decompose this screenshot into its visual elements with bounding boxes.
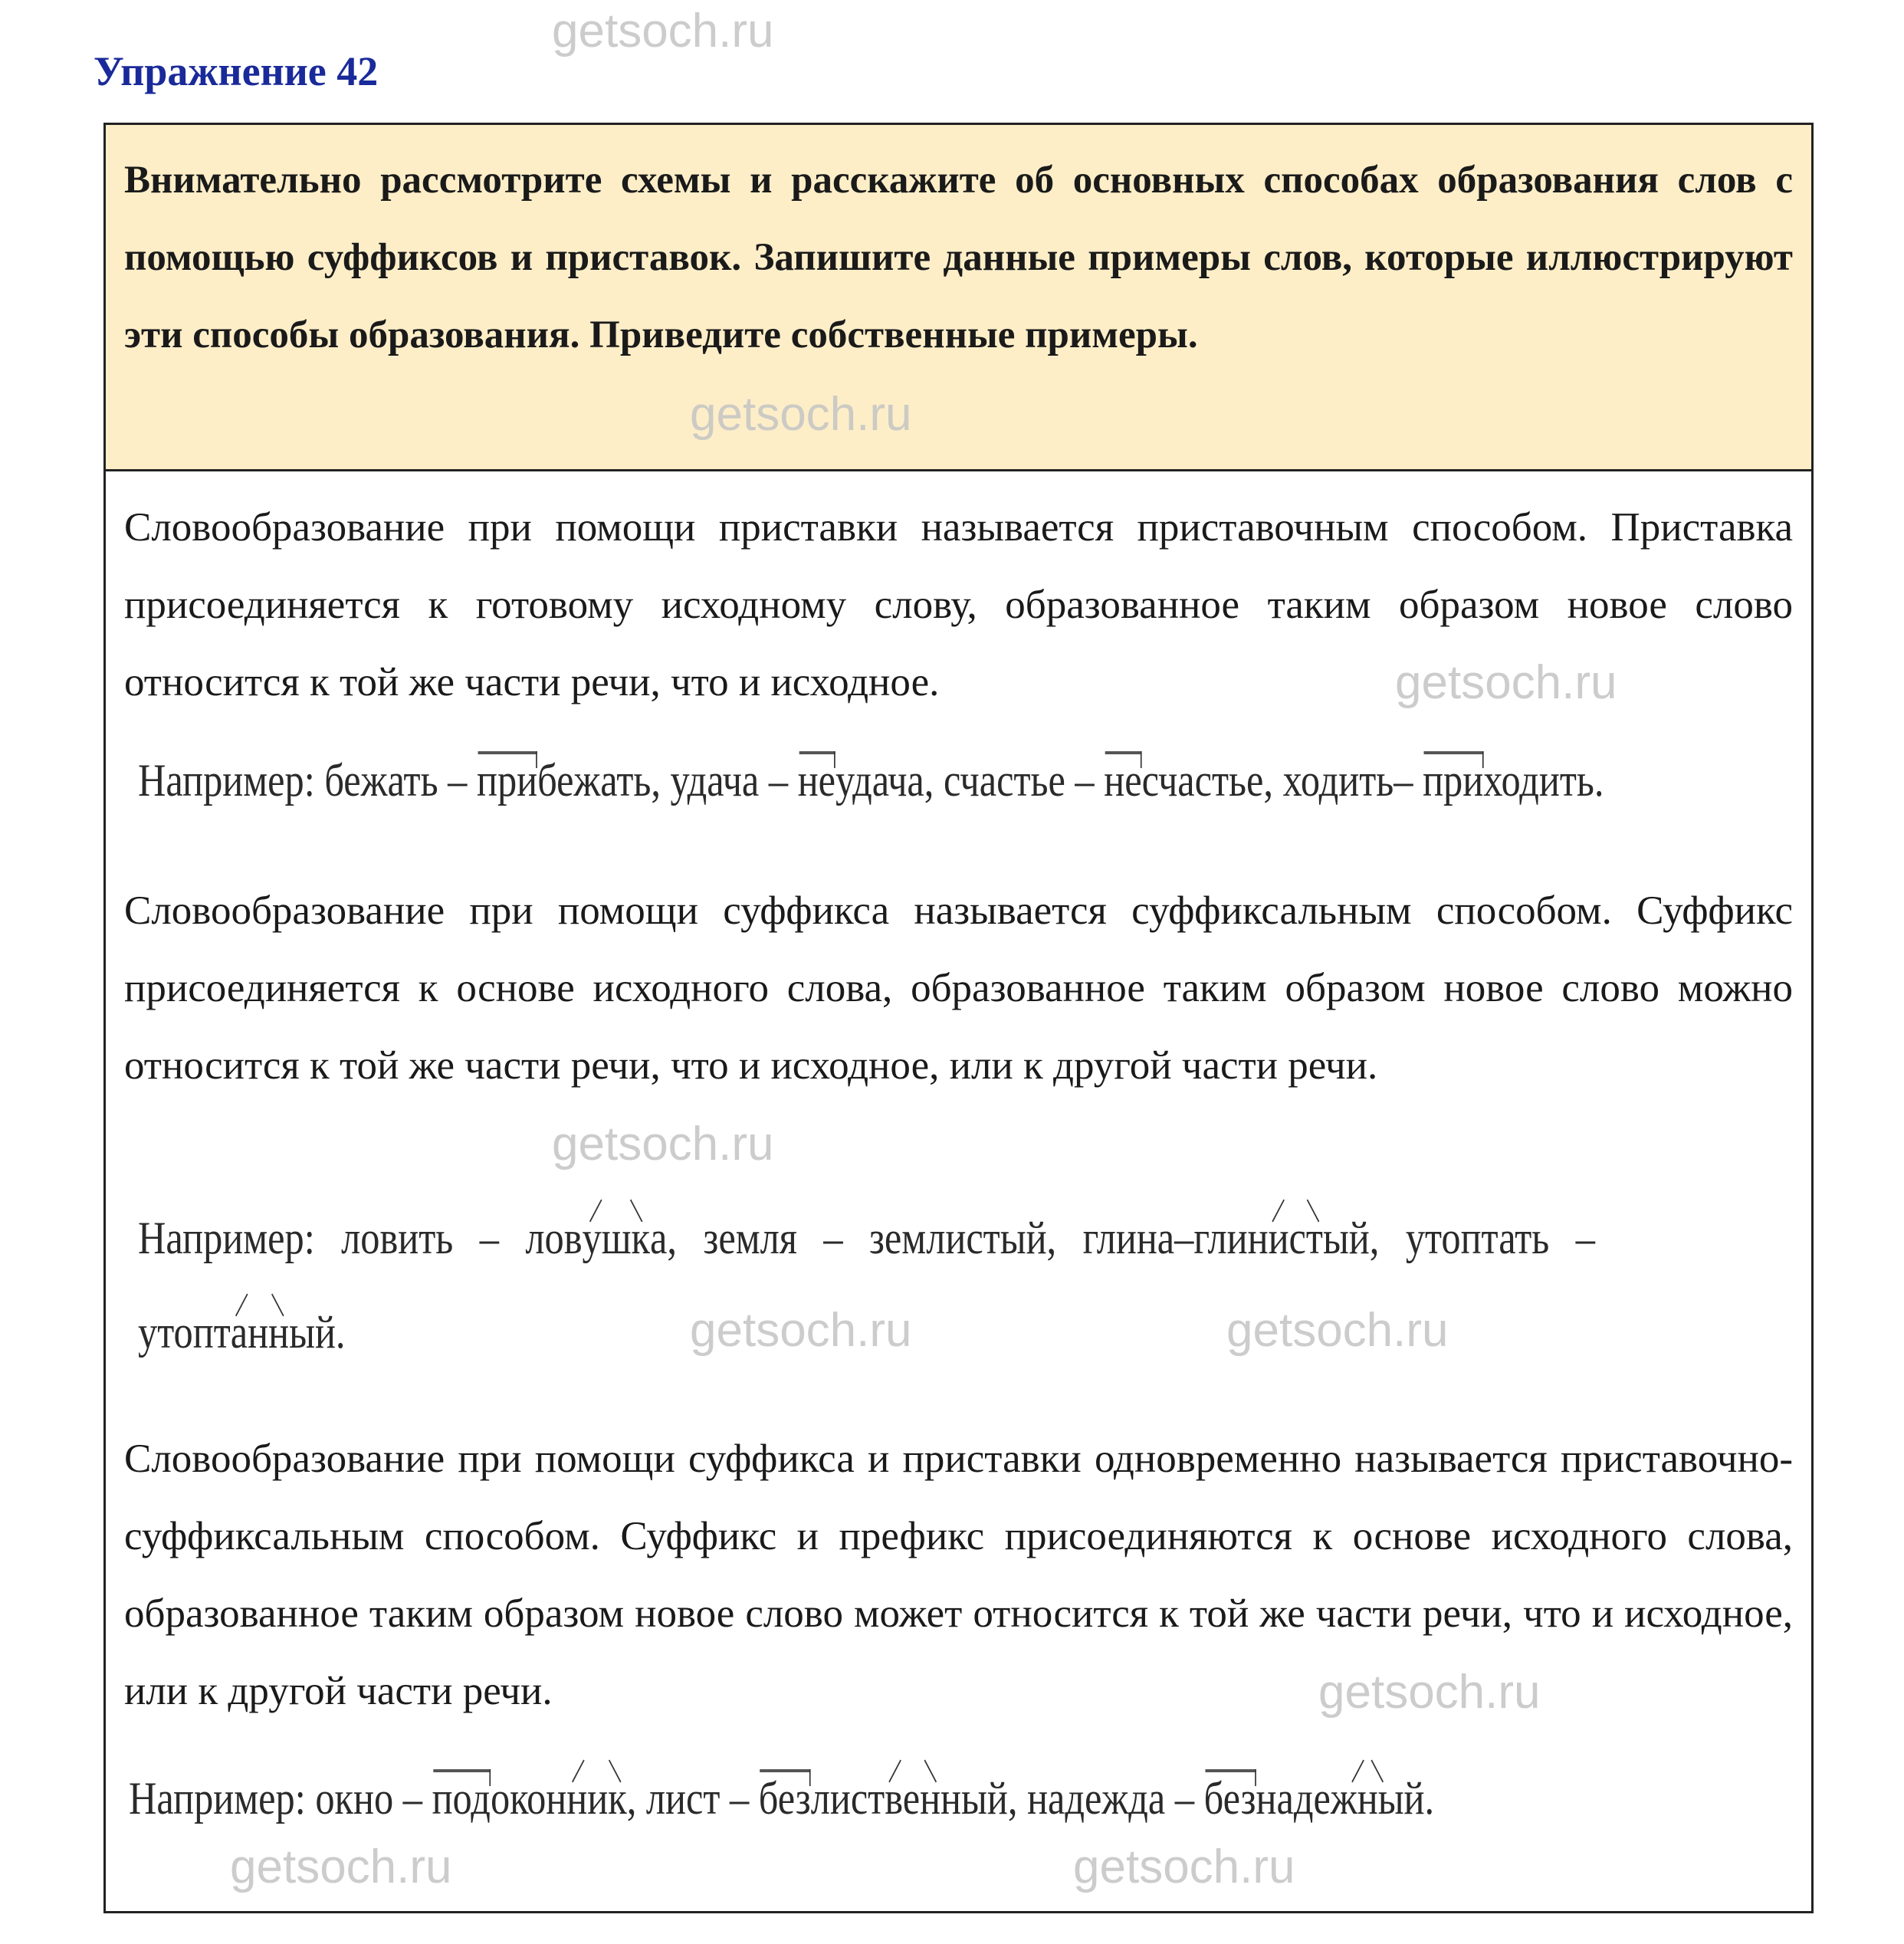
prefix-marked-morpheme: без: [758, 1773, 811, 1824]
watermark: getsoch.ru: [1226, 1304, 1449, 1357]
watermark: getsoch.ru: [552, 1118, 774, 1171]
example-line-suffix-1: [138, 1215, 1595, 1261]
example-text: ый, утоптать –: [1322, 1213, 1595, 1263]
example-text: ный, надежда –: [941, 1773, 1204, 1824]
suffix-marked-morpheme: ист: [1268, 1213, 1323, 1263]
example-text: счастье, ходить–: [1141, 755, 1423, 806]
example-text: Например: ловить – лов: [138, 1213, 583, 1263]
suffix-marked-morpheme: ушк: [582, 1213, 651, 1263]
example-text: Например: бежать –: [138, 755, 477, 806]
answer-paragraph-prefix-suffix: Словообразование при помощи суффикса и приставки одновременно называется приставочно-суффиксальным способом. Суффикс и префикс присоединяются к основе исходного слова, образованное таким образом новое слово может относится к той же части речи, что и исходное, или к другой части речи.: [124, 1437, 1793, 1713]
watermark: getsoch.ru: [552, 5, 774, 57]
example-text: надеж: [1256, 1773, 1357, 1824]
example-text: , лист –: [626, 1773, 759, 1824]
suffix-marked-morpheme: н: [1357, 1773, 1378, 1824]
suffix-marked-morpheme: вен: [885, 1773, 941, 1824]
example-text: ый.: [289, 1307, 346, 1358]
example-text: а, земля – землистый, глина–глин: [650, 1213, 1269, 1263]
watermark: getsoch.ru: [1395, 656, 1617, 709]
watermark: getsoch.ru: [1073, 1841, 1295, 1893]
example-line-prefix: [138, 755, 1604, 806]
example-line-suffix-2: [138, 1307, 346, 1358]
task-text: Внимательно рассмотрите схемы и расскажите об основных способах образования слов с помощью суффиксов и приставок. Запишите данные примеры слов, которые иллюстрируют эти способы образования. Приведите собственные примеры.: [124, 159, 1793, 356]
prefix-marked-morpheme: без: [1203, 1773, 1256, 1824]
prefix-marked-morpheme: не: [1104, 755, 1142, 806]
watermark: getsoch.ru: [1318, 1666, 1541, 1719]
exercise-title: Упражнение 42: [94, 48, 379, 94]
example-line-prefix-suffix: [129, 1773, 1435, 1824]
prefix-marked-morpheme: при: [476, 755, 538, 806]
watermark: getsoch.ru: [690, 1304, 912, 1357]
example-text: ходить.: [1483, 755, 1604, 806]
prefix-marked-morpheme: при: [1423, 755, 1484, 806]
example-text: бежать, удача –: [537, 755, 798, 806]
example-text: лист: [810, 1773, 885, 1824]
prefix-marked-morpheme: под: [432, 1773, 491, 1824]
exercise-box: [103, 123, 1814, 1913]
example-text: окон: [490, 1773, 567, 1824]
suffix-marked-morpheme: ник: [566, 1773, 627, 1824]
watermark: getsoch.ru: [690, 388, 912, 441]
answer-paragraph-suffix: Словообразование при помощи суффикса называется суффиксальным способом. Суффикс присоединяется к основе исходного слова, образованное таким образом новое слово можно относится к той же части речи, что и исходное, или к другой части речи.: [124, 888, 1793, 1088]
example-text: ый.: [1377, 1773, 1435, 1824]
example-text: удача, счастье –: [835, 755, 1105, 806]
prefix-marked-morpheme: не: [797, 755, 836, 806]
example-text: Например: окно –: [129, 1773, 432, 1824]
example-text: утопт: [138, 1307, 231, 1358]
answer-paragraph-prefix: Словообразование при помощи приставки называется приставочным способом. Приставка присоединяется к готовому исходному слову, образованное таким образом новое слово относится к той же части речи, что и исходное.: [124, 505, 1793, 704]
watermark: getsoch.ru: [230, 1841, 452, 1893]
suffix-marked-morpheme: анн: [230, 1307, 290, 1358]
task-panel: [106, 125, 1811, 471]
